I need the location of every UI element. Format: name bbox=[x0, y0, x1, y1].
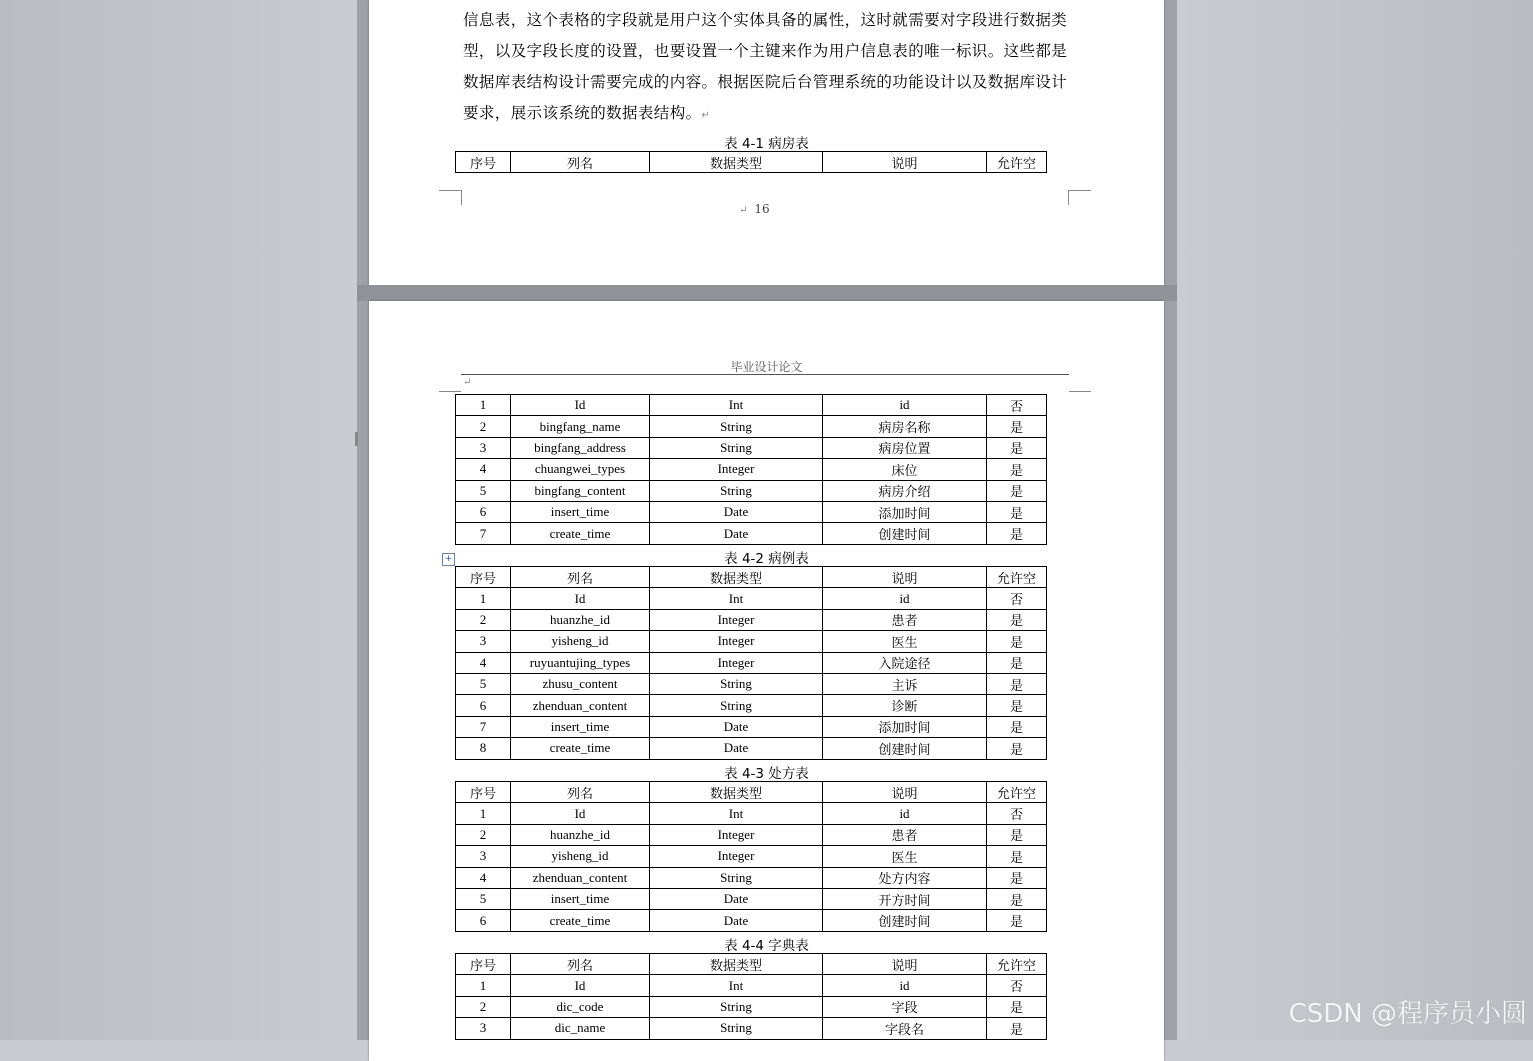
table-cell[interactable]: 3 bbox=[456, 846, 511, 867]
table-cell[interactable]: String bbox=[650, 480, 823, 501]
table-cell[interactable]: 7 bbox=[456, 523, 511, 544]
table-cell[interactable]: 序号 bbox=[456, 567, 511, 588]
page-header: 毕业设计论文 bbox=[730, 360, 803, 374]
right-gutter bbox=[1177, 0, 1533, 1040]
table-cell[interactable]: Integer bbox=[650, 846, 823, 867]
table-cell[interactable]: bingfang_address bbox=[511, 437, 650, 458]
table-cell[interactable]: 病房位置 bbox=[823, 437, 987, 458]
watermark: CSDN @程序员小圆 bbox=[1288, 999, 1527, 1029]
table-cell[interactable]: 是 bbox=[987, 695, 1047, 716]
table-cell[interactable]: huanzhe_id bbox=[511, 609, 650, 630]
table-row bbox=[456, 996, 1047, 1017]
table-cell[interactable]: 是 bbox=[987, 459, 1047, 480]
table-row bbox=[456, 846, 1047, 867]
table-cell[interactable]: ruyuantujing_types bbox=[511, 652, 650, 673]
table-row bbox=[456, 867, 1047, 888]
margin-corner-mark bbox=[1068, 190, 1091, 205]
table-row bbox=[456, 975, 1047, 996]
table-cell[interactable]: 数据类型 bbox=[650, 567, 823, 588]
table-cell[interactable]: 是 bbox=[987, 437, 1047, 458]
table-cell[interactable]: 是 bbox=[987, 738, 1047, 759]
table-row bbox=[456, 459, 1047, 480]
table-cell[interactable]: bingfang_content bbox=[511, 480, 650, 501]
margin-corner-mark bbox=[439, 190, 462, 205]
table-cell[interactable]: String bbox=[650, 695, 823, 716]
table-cell[interactable]: 患者 bbox=[823, 824, 987, 845]
table-row bbox=[456, 738, 1047, 759]
paragraph-mark-icon: ↵ bbox=[701, 110, 711, 121]
table-move-handle-icon[interactable]: + bbox=[442, 553, 455, 566]
table-caption: 表 4-3 处方表 bbox=[724, 766, 809, 782]
table-cell[interactable]: Date bbox=[650, 910, 823, 931]
table-cell[interactable]: String bbox=[650, 1018, 823, 1039]
table-cell[interactable]: String bbox=[650, 867, 823, 888]
table-cell[interactable]: String bbox=[650, 673, 823, 694]
table-cell[interactable]: 否 bbox=[987, 588, 1047, 609]
table-cell[interactable]: 否 bbox=[987, 803, 1047, 824]
table-cell[interactable]: 2 bbox=[456, 824, 511, 845]
table-cell[interactable]: id bbox=[823, 975, 987, 996]
table-cell[interactable]: 3 bbox=[456, 437, 511, 458]
table-cell[interactable]: Id bbox=[511, 588, 650, 609]
table-prescription bbox=[455, 781, 1047, 932]
table-cell[interactable]: yisheng_id bbox=[511, 631, 650, 652]
left-gutter bbox=[0, 0, 357, 1040]
table-cell[interactable]: Date bbox=[650, 738, 823, 759]
table-cell[interactable]: id bbox=[823, 588, 987, 609]
table-cell[interactable]: 创建时间 bbox=[823, 910, 987, 931]
table-cell[interactable]: dic_name bbox=[511, 1018, 650, 1039]
table-cell[interactable]: String bbox=[650, 996, 823, 1017]
table-cell[interactable]: Int bbox=[650, 803, 823, 824]
table-row bbox=[456, 910, 1047, 931]
table-cell[interactable]: insert_time bbox=[511, 501, 650, 522]
table-cell[interactable]: dic_code bbox=[511, 996, 650, 1017]
table-row bbox=[456, 716, 1047, 737]
table-cell[interactable]: Integer bbox=[650, 824, 823, 845]
page-number: ↵ 16 bbox=[739, 202, 770, 216]
table-row bbox=[456, 609, 1047, 630]
table-cell[interactable]: Id bbox=[511, 395, 650, 416]
table-row bbox=[456, 803, 1047, 824]
table-cell[interactable]: chuangwei_types bbox=[511, 459, 650, 480]
table-cell[interactable]: 说明 bbox=[823, 567, 987, 588]
table-cell[interactable]: Integer bbox=[650, 609, 823, 630]
table-cell[interactable]: 允许空 bbox=[987, 567, 1047, 588]
body-paragraph: 信息表，这个表格的字段就是用户这个实体具备的属性，这时就需要对字段进行数据类型，以及字段长度的设置，也要设置一个主键来作为用户信息表的唯一标识。这些都是数据库表结构设计需要完成的内容。根据医院后台管理系统的功能设计以及数据库设计要求，展示该系统的数据表结构。↵ bbox=[463, 11, 1068, 122]
table-cell[interactable]: 2 bbox=[456, 609, 511, 630]
table-cell[interactable]: 病房名称 bbox=[823, 416, 987, 437]
table-medical-record bbox=[455, 566, 1047, 760]
page-break bbox=[357, 285, 1177, 301]
table-cell[interactable]: 5 bbox=[456, 673, 511, 694]
table-cell[interactable]: 诊断 bbox=[823, 695, 987, 716]
table-cell[interactable]: 创建时间 bbox=[823, 523, 987, 544]
table-cell[interactable]: 床位 bbox=[823, 459, 987, 480]
ruler-marker bbox=[355, 432, 358, 446]
table-cell[interactable]: 序号 bbox=[456, 152, 511, 173]
margin-corner-mark bbox=[1069, 391, 1091, 394]
table-row bbox=[456, 652, 1047, 673]
table-cell[interactable]: 主诉 bbox=[823, 673, 987, 694]
table-cell[interactable]: 5 bbox=[456, 888, 511, 909]
table-cell[interactable]: Id bbox=[511, 803, 650, 824]
table-cell[interactable]: 列名 bbox=[511, 782, 650, 803]
table-cell[interactable]: 字段 bbox=[823, 996, 987, 1017]
table-cell[interactable]: create_time bbox=[511, 523, 650, 544]
table-cell[interactable]: 3 bbox=[456, 1018, 511, 1039]
table-cell[interactable]: yisheng_id bbox=[511, 846, 650, 867]
table-cell[interactable]: Integer bbox=[650, 652, 823, 673]
table-row bbox=[456, 673, 1047, 694]
table-cell[interactable]: 入院途径 bbox=[823, 652, 987, 673]
table-cell[interactable]: 说明 bbox=[823, 152, 987, 173]
document-page-17[interactable] bbox=[369, 301, 1164, 1061]
table-header-row bbox=[456, 567, 1047, 588]
header-divider bbox=[461, 374, 1069, 375]
table-cell[interactable]: 是 bbox=[987, 631, 1047, 652]
table-cell[interactable]: 医生 bbox=[823, 846, 987, 867]
table-caption: 表 4-2 病例表 bbox=[724, 551, 809, 567]
table-cell[interactable]: Date bbox=[650, 888, 823, 909]
table-cell[interactable]: 4 bbox=[456, 867, 511, 888]
table-cell[interactable]: 6 bbox=[456, 695, 511, 716]
document-page-16[interactable] bbox=[369, 0, 1164, 285]
table-cell[interactable]: 是 bbox=[987, 824, 1047, 845]
table-cell[interactable]: create_time bbox=[511, 738, 650, 759]
table-cell[interactable]: 4 bbox=[456, 459, 511, 480]
table-cell[interactable]: Int bbox=[650, 975, 823, 996]
table-cell[interactable]: 病房介绍 bbox=[823, 480, 987, 501]
table-cell[interactable]: 允许空 bbox=[987, 782, 1047, 803]
table-cell[interactable]: 2 bbox=[456, 416, 511, 437]
table-cell[interactable]: 1 bbox=[456, 803, 511, 824]
table-row bbox=[456, 588, 1047, 609]
table-row bbox=[456, 416, 1047, 437]
table-row bbox=[456, 523, 1047, 544]
table-ward bbox=[455, 394, 1047, 545]
table-header-row bbox=[456, 954, 1047, 975]
table-caption: 表 4-1 病房表 bbox=[724, 136, 809, 152]
table-cell[interactable]: 5 bbox=[456, 480, 511, 501]
table-cell[interactable]: 医生 bbox=[823, 631, 987, 652]
table-cell[interactable]: huanzhe_id bbox=[511, 824, 650, 845]
table-row bbox=[456, 888, 1047, 909]
table-cell[interactable]: 1 bbox=[456, 975, 511, 996]
table-cell[interactable]: 数据类型 bbox=[650, 782, 823, 803]
table-cell[interactable]: id bbox=[823, 803, 987, 824]
table-cell[interactable]: 序号 bbox=[456, 782, 511, 803]
table-cell[interactable]: Int bbox=[650, 395, 823, 416]
table-row bbox=[456, 631, 1047, 652]
table-cell[interactable]: 数据类型 bbox=[650, 152, 823, 173]
table-cell[interactable]: 6 bbox=[456, 910, 511, 931]
table-cell[interactable]: 否 bbox=[987, 975, 1047, 996]
table-cell[interactable]: 是 bbox=[987, 609, 1047, 630]
table-cell[interactable]: create_time bbox=[511, 910, 650, 931]
table-cell[interactable]: 3 bbox=[456, 631, 511, 652]
table-cell[interactable]: 是 bbox=[987, 846, 1047, 867]
table-cell[interactable]: 否 bbox=[987, 395, 1047, 416]
table-cell[interactable]: 6 bbox=[456, 501, 511, 522]
table-row bbox=[456, 437, 1047, 458]
table-cell[interactable]: insert_time bbox=[511, 716, 650, 737]
table-cell[interactable]: 添加时间 bbox=[823, 501, 987, 522]
table-cell[interactable]: 是 bbox=[987, 867, 1047, 888]
table-cell[interactable]: 是 bbox=[987, 501, 1047, 522]
table-cell[interactable]: 是 bbox=[987, 480, 1047, 501]
table-cell[interactable]: 列名 bbox=[511, 152, 650, 173]
table-cell[interactable]: id bbox=[823, 395, 987, 416]
table-cell[interactable]: String bbox=[650, 416, 823, 437]
table-cell[interactable]: 是 bbox=[987, 673, 1047, 694]
table-header-row bbox=[456, 152, 1047, 173]
table-cell[interactable]: 是 bbox=[987, 888, 1047, 909]
table-cell[interactable]: 说明 bbox=[823, 782, 987, 803]
table-cell[interactable]: 数据类型 bbox=[650, 954, 823, 975]
table-cell[interactable]: Date bbox=[650, 523, 823, 544]
table-cell[interactable]: 是 bbox=[987, 652, 1047, 673]
table-cell[interactable]: 添加时间 bbox=[823, 716, 987, 737]
table-row bbox=[456, 395, 1047, 416]
table-cell[interactable]: Integer bbox=[650, 459, 823, 480]
table-cell[interactable]: 是 bbox=[987, 416, 1047, 437]
table-cell[interactable]: String bbox=[650, 437, 823, 458]
table-cell[interactable]: 患者 bbox=[823, 609, 987, 630]
table-cell[interactable]: 处方内容 bbox=[823, 867, 987, 888]
table-header-row bbox=[456, 782, 1047, 803]
table-cell[interactable]: zhenduan_content bbox=[511, 695, 650, 716]
table-row bbox=[456, 824, 1047, 845]
table-caption: 表 4-4 字典表 bbox=[724, 938, 809, 954]
table-header bbox=[455, 151, 1047, 173]
table-cell[interactable]: 列名 bbox=[511, 567, 650, 588]
table-cell[interactable]: 2 bbox=[456, 996, 511, 1017]
table-cell[interactable]: bingfang_name bbox=[511, 416, 650, 437]
table-cell[interactable]: zhenduan_content bbox=[511, 867, 650, 888]
table-cell[interactable]: Date bbox=[650, 716, 823, 737]
table-cell[interactable]: 是 bbox=[987, 910, 1047, 931]
table-cell[interactable]: 8 bbox=[456, 738, 511, 759]
table-row bbox=[456, 1018, 1047, 1039]
table-cell[interactable]: Id bbox=[511, 975, 650, 996]
table-cell[interactable]: 字段名 bbox=[823, 1018, 987, 1039]
table-cell[interactable]: Int bbox=[650, 588, 823, 609]
paragraph-mark-icon: ↵ bbox=[463, 377, 472, 388]
table-cell[interactable]: 是 bbox=[987, 1018, 1047, 1039]
table-cell[interactable]: zhusu_content bbox=[511, 673, 650, 694]
table-cell[interactable]: 是 bbox=[987, 523, 1047, 544]
table-cell[interactable]: 序号 bbox=[456, 954, 511, 975]
table-cell[interactable]: Date bbox=[650, 501, 823, 522]
table-cell[interactable]: insert_time bbox=[511, 888, 650, 909]
table-cell[interactable]: 1 bbox=[456, 588, 511, 609]
table-cell[interactable]: 开方时间 bbox=[823, 888, 987, 909]
table-cell[interactable]: Integer bbox=[650, 631, 823, 652]
table-row bbox=[456, 501, 1047, 522]
table-row bbox=[456, 480, 1047, 501]
table-cell[interactable]: 说明 bbox=[823, 954, 987, 975]
table-dictionary bbox=[455, 953, 1047, 1040]
table-cell[interactable]: 4 bbox=[456, 652, 511, 673]
table-cell[interactable]: 创建时间 bbox=[823, 738, 987, 759]
table-cell[interactable]: 是 bbox=[987, 996, 1047, 1017]
table-cell[interactable]: 1 bbox=[456, 395, 511, 416]
table-cell[interactable]: 允许空 bbox=[987, 152, 1047, 173]
table-cell[interactable]: 允许空 bbox=[987, 954, 1047, 975]
table-cell[interactable]: 7 bbox=[456, 716, 511, 737]
table-row bbox=[456, 695, 1047, 716]
table-cell[interactable]: 是 bbox=[987, 716, 1047, 737]
table-cell[interactable]: 列名 bbox=[511, 954, 650, 975]
